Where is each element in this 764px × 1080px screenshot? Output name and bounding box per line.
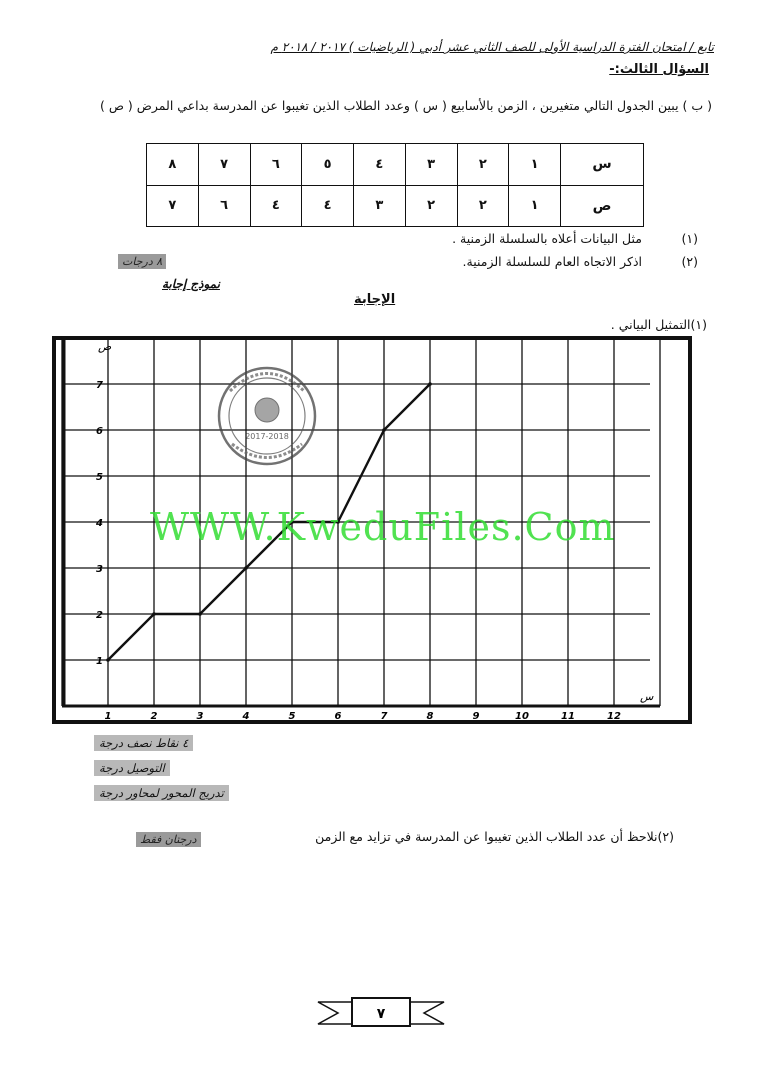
marks-badge: ٨ درجات — [118, 254, 166, 269]
model-answer-label: نموذج إجابة — [162, 277, 220, 291]
cell-x: ١ — [509, 144, 561, 186]
data-point — [198, 612, 202, 616]
cell-y: ٧ — [147, 185, 199, 227]
data-point — [244, 566, 248, 570]
table-row-y — [147, 185, 644, 227]
y-tick-label: 7 — [96, 380, 103, 391]
x-tick-label: 8 — [426, 711, 434, 722]
cell-x: ٨ — [147, 144, 199, 186]
x-tick-label: 9 — [472, 711, 480, 722]
y-tick-label: 1 — [96, 656, 103, 667]
watermark: WWW.KweduFiles.Com — [150, 505, 616, 549]
y-tick-label: 5 — [96, 472, 103, 483]
cell-y: ٣ — [354, 185, 406, 227]
data-point — [152, 612, 156, 616]
data-table — [146, 143, 644, 227]
data-point — [428, 382, 432, 386]
cell-x: ٥ — [302, 144, 354, 186]
y-tick-label: 2 — [96, 610, 103, 621]
x-tick-label: 2 — [150, 711, 158, 722]
x-tick-label: 3 — [196, 711, 204, 722]
cell-y: ٢ — [457, 185, 509, 227]
grading-note-1: ٤ نقاط نصف درجة — [94, 735, 193, 751]
x-tick-label: 1 — [104, 711, 112, 722]
cell-y: ١ — [509, 185, 561, 227]
x-tick-label: 11 — [561, 711, 575, 722]
task-1-number: (١) — [681, 231, 698, 246]
cell-y: ٤ — [250, 185, 302, 227]
task-2-text: اذكر الاتجاه العام للسلسلة الزمنية. — [462, 254, 642, 269]
y-axis-label: ص — [98, 340, 112, 353]
table-row-x — [147, 144, 644, 186]
x-tick-label: 4 — [242, 711, 250, 722]
row-label-x: س — [561, 144, 644, 186]
cell-y: ٤ — [302, 185, 354, 227]
cell-y: ٢ — [405, 185, 457, 227]
data-point — [106, 658, 110, 662]
graph-label: (١)التمثيل البياني . — [610, 317, 707, 332]
x-tick-label: 6 — [334, 711, 342, 722]
question-title: السؤال الثالث:- — [609, 62, 709, 77]
task-2-number: (٢) — [681, 254, 698, 269]
y-ticks — [95, 380, 103, 667]
cell-x: ٦ — [250, 144, 302, 186]
x-tick-label: 7 — [380, 711, 388, 722]
task-1-text: مثل البيانات أعلاه بالسلسلة الزمنية . — [452, 231, 642, 246]
conclusion-text: (٢)نلاحظ أن عدد الطلاب الذين تغيبوا عن المدرسة في تزايد مع الزمن — [315, 829, 674, 844]
cell-x: ٤ — [354, 144, 406, 186]
cell-x: ٢ — [457, 144, 509, 186]
exam-header: تابع / امتحان الفترة الدراسية الأولى للصف الثاني عشر أدبي ( الرياضيات ) ٢٠١٧ / ٢٠١٨ م — [270, 40, 714, 54]
y-tick-label: 3 — [96, 564, 103, 575]
x-tick-label: 12 — [607, 711, 621, 722]
y-tick-label: 6 — [96, 426, 103, 437]
cell-y: ٦ — [198, 185, 250, 227]
official-stamp — [219, 368, 315, 464]
x-tick-label: 10 — [515, 711, 529, 722]
grading-note-3: تدريج المحور لمحاور درجة — [94, 785, 229, 801]
page-number-banner — [316, 996, 446, 1030]
conclusion-marks: درجتان فقط — [136, 832, 201, 847]
page-number: ٧ — [376, 1006, 386, 1022]
row-label-y: ص — [561, 185, 644, 227]
answer-title: الإجابة — [354, 292, 396, 307]
cell-x: ٧ — [198, 144, 250, 186]
stamp-year: 2017-2018 — [245, 432, 289, 441]
y-tick-label: 4 — [96, 518, 103, 529]
question-intro: ( ب ) يبين الجدول التالي متغيرين ، الزمن بالأسابيع ( س ) وعدد الطلاب الذين تغيبوا عن المدرسة بداعي المرض ( ص ) — [100, 98, 712, 113]
cell-x: ٣ — [405, 144, 457, 186]
data-point — [382, 428, 386, 432]
grading-note-2: التوصيل درجة — [94, 760, 170, 776]
x-axis-label: س — [640, 690, 654, 703]
x-tick-label: 5 — [288, 711, 296, 722]
